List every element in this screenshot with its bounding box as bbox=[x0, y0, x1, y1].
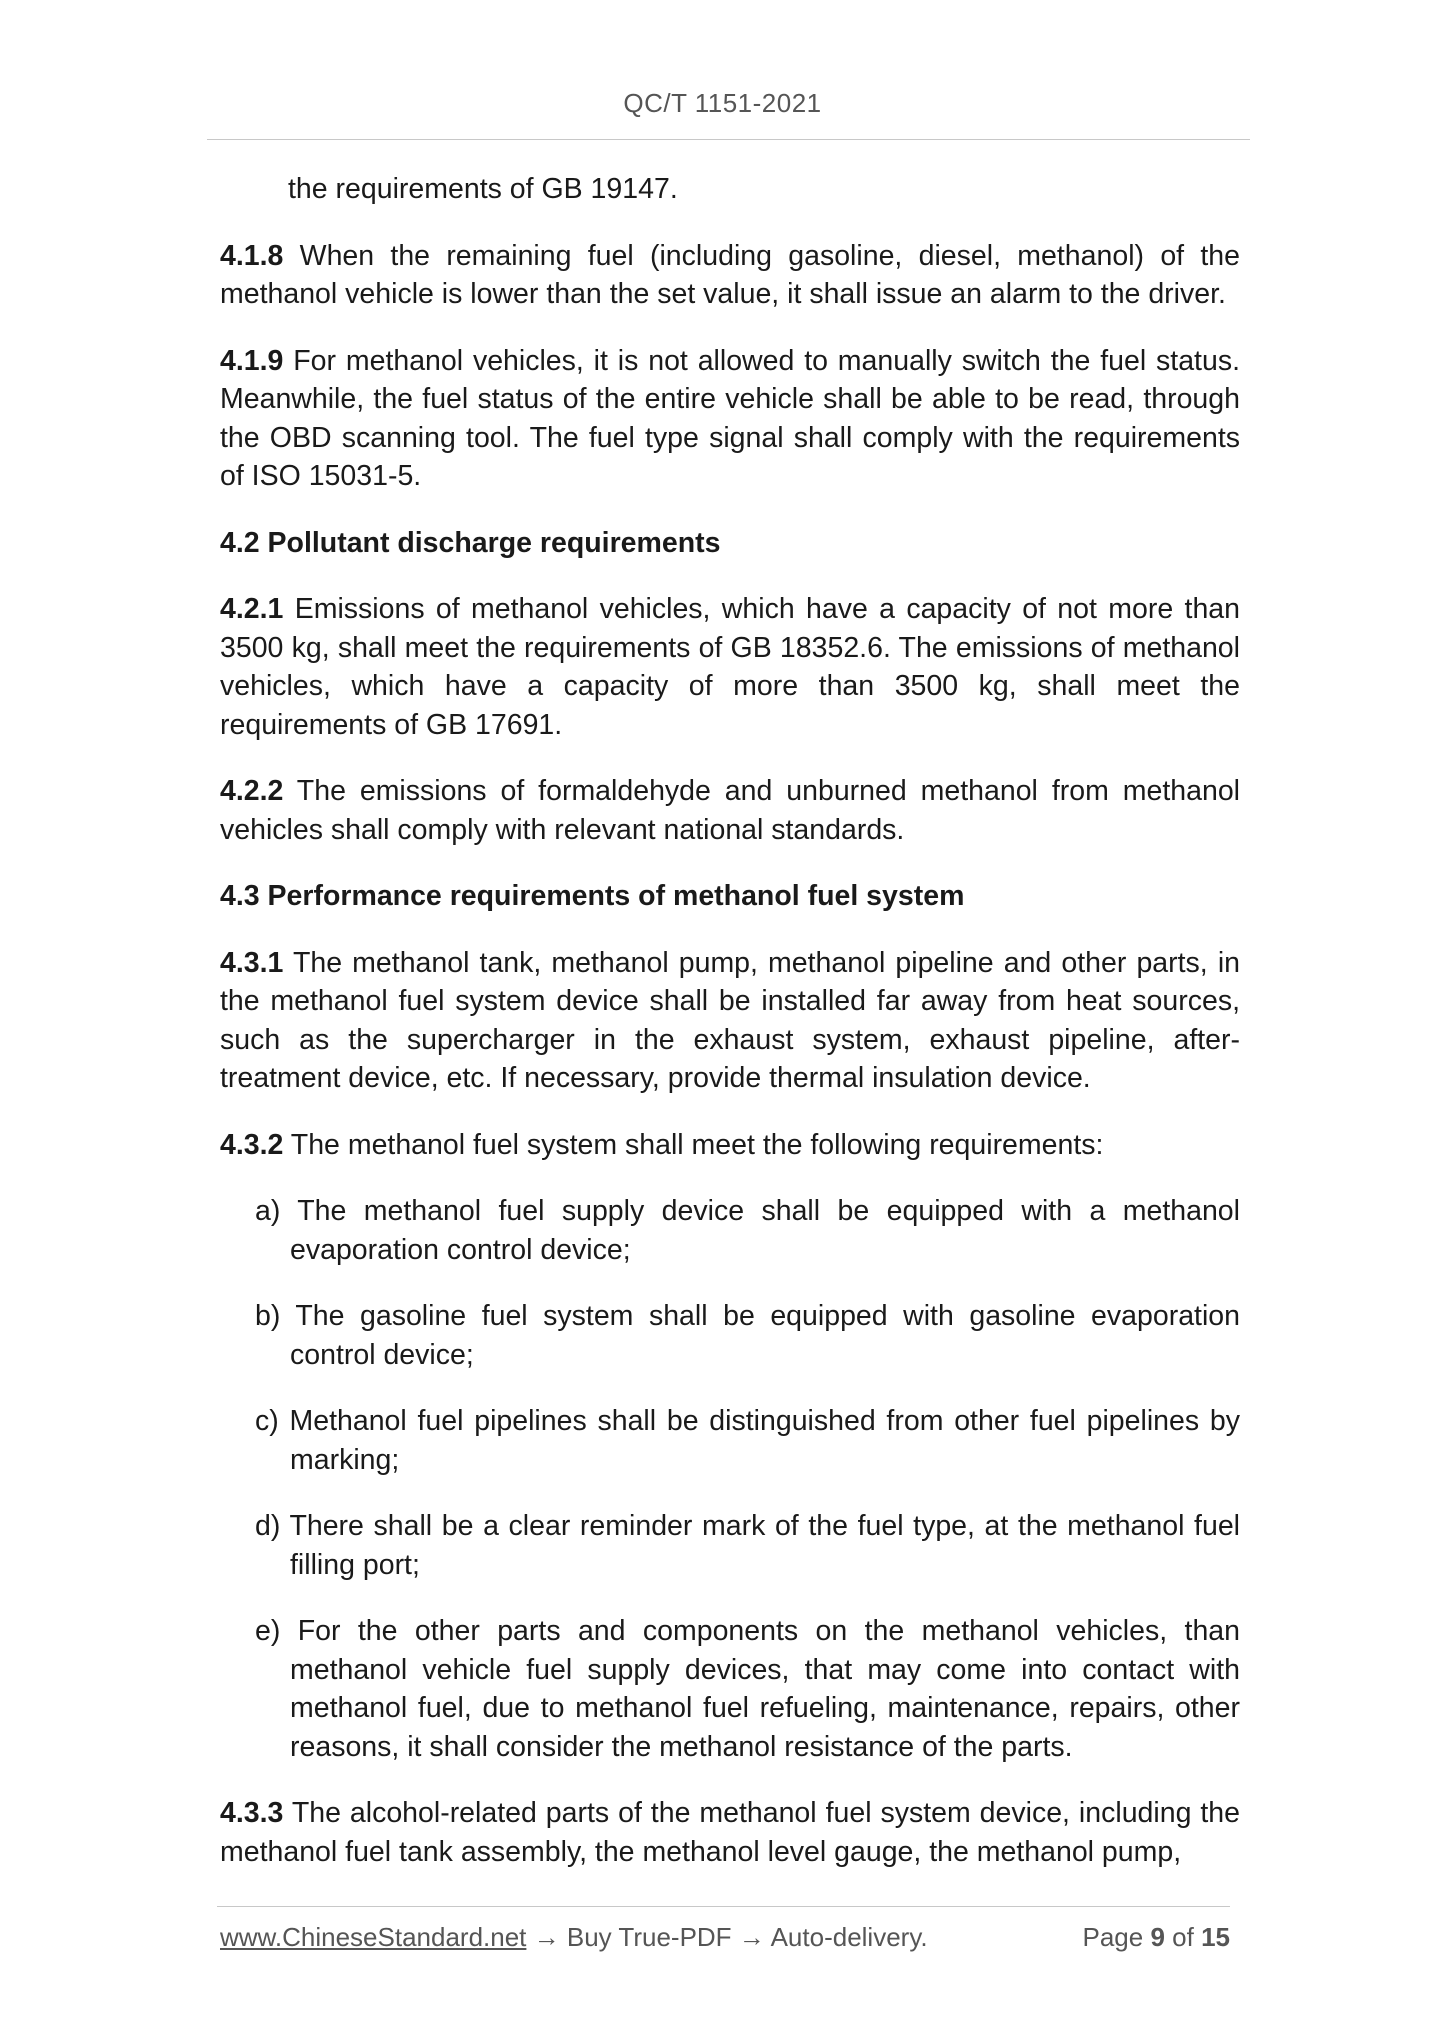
clause-number: 4.1.8 bbox=[220, 239, 284, 272]
clause-number: 4.1.9 bbox=[220, 344, 284, 377]
clause-number: 4.2.2 bbox=[220, 775, 284, 807]
clause-4-3-1 bbox=[220, 944, 1240, 1098]
clause-4-2-1 bbox=[220, 590, 1240, 744]
clause-4-1-8 bbox=[220, 237, 1240, 314]
list-item-a: a) The methanol fuel supply device shall be equipped with a methanol evaporation control device; bbox=[255, 1195, 1240, 1266]
page-number: 9 bbox=[1150, 1922, 1165, 1952]
section-heading-4-2: 4.2 Pollutant discharge requirements bbox=[220, 526, 721, 559]
page-label: Page bbox=[1082, 1922, 1144, 1952]
page-header-title: QC/T 1151-2021 bbox=[623, 88, 822, 118]
list-item-b: b) The gasoline fuel system shall be equipped with gasoline evaporation control device; bbox=[255, 1300, 1240, 1371]
header-divider bbox=[207, 139, 1250, 140]
clause-text: The alcohol-related parts of the methanol fuel system device, including the methanol fuel tank assembly, the methanol level gauge, the methanol pump, bbox=[220, 1797, 1240, 1868]
website-link[interactable]: www.ChineseStandard.net bbox=[220, 1922, 527, 1952]
footer-divider bbox=[217, 1906, 1230, 1907]
list-item-e: e) For the other parts and components on the methanol vehicles, than methanol vehicle fuel supply devices, that may come into contact with methanol fuel, due to methanol fuel refueling, maintenance, repairs, other reasons, it shall consider the methanol resistance of the parts. bbox=[255, 1615, 1240, 1763]
section-heading-4-3: 4.3 Performance requirements of methanol fuel system bbox=[220, 880, 965, 912]
list-item-c: c) Methanol fuel pipelines shall be distinguished from other fuel pipelines by marking; bbox=[255, 1405, 1240, 1476]
clause-text: The emissions of formaldehyde and unburned methanol from methanol vehicles shall comply with relevant national standards. bbox=[220, 775, 1240, 846]
clause-4-3-3 bbox=[220, 1794, 1240, 1871]
footer-buy-text: Buy True-PDF bbox=[566, 1922, 732, 1952]
clause-4-2-2 bbox=[220, 772, 1240, 849]
clause-text: The methanol fuel system shall meet the following requirements: bbox=[283, 1128, 1104, 1161]
clause-text: The methanol tank, methanol pump, methanol pipeline and other parts, in the methanol fuel system device shall be installed far away from heat sources, such as the supercharger in the exhaust system, exhaust pipeline, after-treatment device, etc. If necessary, provide thermal insulation device. bbox=[220, 946, 1240, 1094]
clause-text: For methanol vehicles, it is not allowed to manually switch the fuel status. Meanwhile, the fuel status of the entire vehicle shall be able to be read, through the OBD scanning tool. The fuel type signal shall comply with the requirements of ISO 15031-5. bbox=[220, 344, 1240, 492]
of-label: of bbox=[1172, 1922, 1194, 1952]
clause-number: 4.3.3 bbox=[220, 1797, 284, 1829]
arrow-right-icon: → bbox=[731, 1922, 771, 1952]
footer-promo bbox=[220, 1922, 928, 1953]
continuation-text: the requirements of GB 19147. bbox=[288, 173, 678, 205]
clause-text: When the remaining fuel (including gasoline, diesel, methanol) of the methanol vehicle is lower than the set value, it shall issue an alarm to the driver. bbox=[220, 239, 1240, 310]
page-total: 15 bbox=[1201, 1922, 1230, 1952]
list-item-d: d) There shall be a clear reminder mark of the fuel type, at the methanol fuel filling port; bbox=[255, 1510, 1240, 1581]
clause-4-3-2 bbox=[220, 1126, 1240, 1165]
footer-delivery-text: Auto-delivery. bbox=[770, 1922, 928, 1952]
clause-number: 4.2.1 bbox=[220, 593, 284, 625]
clause-number: 4.3.1 bbox=[220, 946, 284, 979]
page-number-indicator bbox=[1082, 1922, 1230, 1953]
document-body bbox=[220, 170, 1240, 1899]
arrow-right-icon: → bbox=[526, 1922, 567, 1952]
clause-4-1-9 bbox=[220, 342, 1240, 496]
clause-number: 4.3.2 bbox=[220, 1128, 284, 1161]
clause-text: Emissions of methanol vehicles, which have a capacity of not more than 3500 kg, shall meet the requirements of GB 18352.6. The emissions of methanol vehicles, which have a capacity of more than 3500 kg, shall meet the requirements of GB 17691. bbox=[220, 593, 1240, 741]
